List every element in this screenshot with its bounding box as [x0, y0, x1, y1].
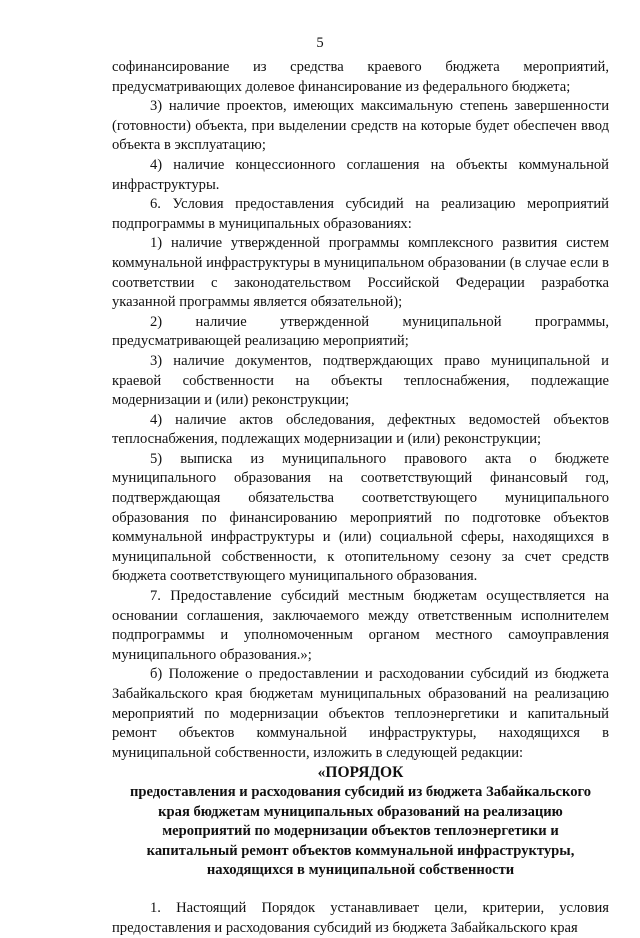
- page-number: 5: [316, 35, 324, 51]
- order-subtitle-line: предоставления и расходования субсидий из бюджета Забайкальского: [129, 783, 592, 800]
- paragraph-order-1: 1. Настоящий Порядок устанавливает цели, критерии, условия предоставления и расходования субсидий из бюджета Забайкальского края: [112, 899, 609, 936]
- paragraph-item-4-concession: 4) наличие концессионного соглашения на объекты коммунальной инфраструктуры.: [112, 156, 609, 193]
- paragraph-amendment-b: б) Положение о предоставлении и расходовании субсидий из бюджета Забайкальского края бюджетам муниципальных образований на реализацию мероприятий по модернизации объектов теплоэнергетики и капитальный ремонт объектов коммунальной инфраструктуры, находящихся в муниципальной собственности, изложить в следующей редакции:: [112, 666, 609, 761]
- paragraph-item-3-projects: 3) наличие проектов, имеющих максимальную степень завершенности (готовности) объекта, при выделении средств на которые будет обеспечен ввод объекта в эксплуатацию;: [112, 98, 609, 154]
- paragraph-condition-2: 2) наличие утвержденной муниципальной программы, предусматривающей реализацию мероприятий;: [112, 313, 609, 350]
- paragraph-condition-4: 4) наличие актов обследования, дефектных ведомостей объектов теплоснабжения, подлежащих модернизации и (или) реконструкции;: [112, 411, 609, 448]
- order-subtitle-line: находящихся в муниципальной собственности: [206, 862, 515, 879]
- paragraph-condition-1: 1) наличие утвержденной программы комплексного развития систем коммунальной инфраструктуры в муниципальном образовании (в случае если в соответствии с законодательством Российской Федерации разработка указанной программы является обязательной);: [112, 235, 609, 311]
- document-body: [112, 58, 609, 938]
- order-subtitle-line: мероприятий по модернизации объектов теплоэнергетики и: [162, 823, 559, 840]
- order-title: «ПОРЯДОК: [317, 764, 404, 782]
- paragraph-section-6: 6. Условия предоставления субсидий на реализацию мероприятий подпрограммы в муниципальных образованиях:: [112, 196, 609, 232]
- order-subtitle-line: края бюджетам муниципальных образований на реализацию: [158, 803, 563, 820]
- paragraph-condition-5: 5) выписка из муниципального правового акта о бюджете муниципального образования на соответствующий финансовый год, подтверждающая обязательства соответствующего муниципального образования по финансированию мероприятий по подготовке объектов коммунальной инфраструктуры и (или) социальной сферы, находящихся в муниципальной собственности, к отопительному сезону за счет средств бюджета соответствующего муниципального образования.: [112, 450, 609, 585]
- paragraph-condition-3: 3) наличие документов, подтверждающих право муниципальной и краевой собственности на объекты теплоснабжения, подлежащие модернизации и (или) реконструкции;: [112, 352, 609, 409]
- paragraph-section-7: 7. Предоставление субсидий местным бюджетам осуществляется на основании соглашения, заключаемого между ответственным исполнителем подпрограммы и уполномоченным органом местного самоуправления муниципального образования.»;: [112, 588, 609, 663]
- order-subtitle-line: капитальный ремонт объектов коммунальной инфраструктуры,: [146, 842, 575, 859]
- paragraph-cofinancing: софинансирование из средства краевого бюджета мероприятий, предусматривающих долевое финансирование из федерального бюджета;: [112, 59, 609, 95]
- spacer: [112, 881, 609, 899]
